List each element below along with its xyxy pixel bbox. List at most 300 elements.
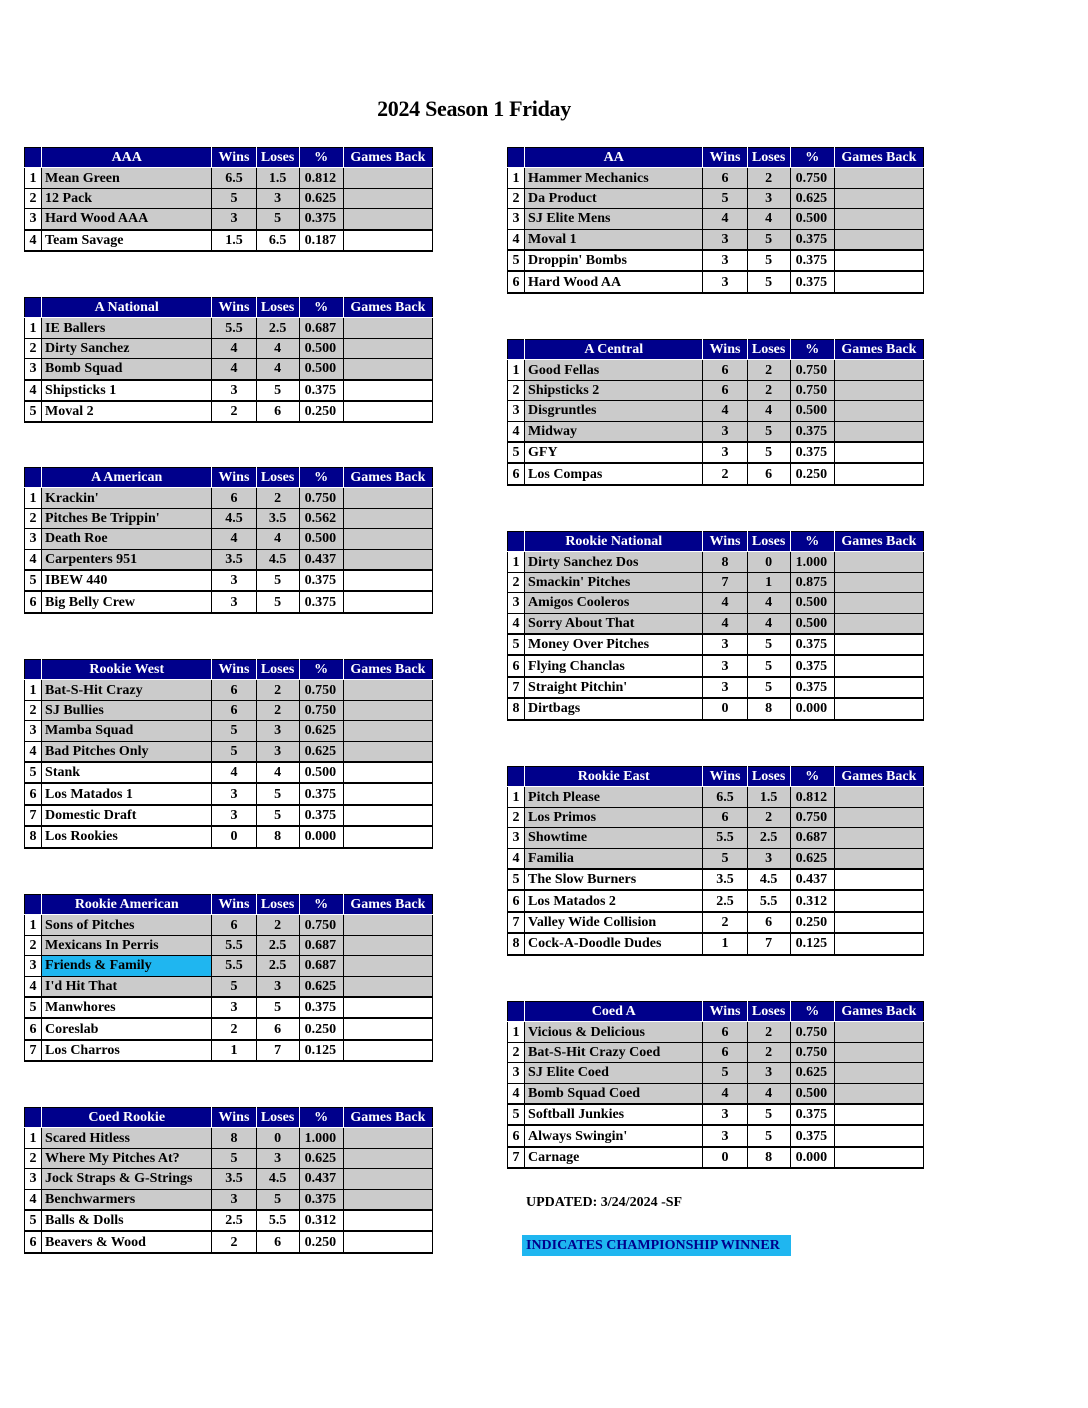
team-row bbox=[25, 826, 433, 847]
team-games-back bbox=[834, 421, 923, 442]
team-row bbox=[508, 1042, 924, 1062]
team-name: SJ Elite Coed bbox=[525, 1063, 703, 1083]
team-row bbox=[25, 956, 433, 976]
team-name: Manwhores bbox=[42, 997, 212, 1018]
team-row bbox=[25, 209, 433, 230]
team-rank: 1 bbox=[508, 360, 525, 380]
team-row bbox=[25, 762, 433, 783]
team-row bbox=[508, 677, 924, 698]
team-wins: 3.5 bbox=[703, 869, 747, 890]
team-loses: 5 bbox=[747, 1125, 790, 1146]
team-pct: 0.187 bbox=[299, 230, 343, 251]
team-pct: 0.500 bbox=[299, 529, 343, 549]
standings-table-coed-rookie bbox=[24, 1107, 433, 1254]
team-pct: 0.625 bbox=[790, 188, 834, 208]
team-wins: 4 bbox=[703, 401, 747, 421]
team-wins: 3 bbox=[703, 655, 747, 676]
loses-header: Loses bbox=[747, 148, 790, 168]
division-name: A Central bbox=[525, 340, 703, 360]
pct-header: % bbox=[299, 468, 343, 488]
rank-header bbox=[25, 895, 42, 915]
team-name: Familia bbox=[525, 848, 703, 869]
team-wins: 3 bbox=[703, 1104, 747, 1125]
team-rank: 5 bbox=[508, 634, 525, 655]
team-games-back bbox=[343, 741, 432, 762]
team-pct: 0.437 bbox=[299, 1169, 343, 1189]
team-row bbox=[25, 976, 433, 997]
team-name: Bomb Squad Coed bbox=[525, 1083, 703, 1104]
rank-header bbox=[508, 1002, 525, 1022]
team-loses: 5.5 bbox=[256, 1210, 299, 1231]
team-row bbox=[508, 698, 924, 719]
team-wins: 6 bbox=[703, 807, 747, 827]
team-wins: 4 bbox=[703, 613, 747, 634]
team-rank: 8 bbox=[25, 826, 42, 847]
team-name: Dirty Sanchez Dos bbox=[525, 552, 703, 572]
team-name: 12 Pack bbox=[42, 188, 212, 208]
team-rank: 8 bbox=[508, 933, 525, 954]
pct-header: % bbox=[299, 660, 343, 680]
team-name: Hard Wood AA bbox=[525, 271, 703, 292]
division-name: Rookie West bbox=[42, 660, 212, 680]
team-row bbox=[508, 463, 924, 484]
team-pct: 0.625 bbox=[299, 721, 343, 741]
team-name: Pitch Please bbox=[525, 787, 703, 807]
team-rank: 4 bbox=[25, 1189, 42, 1210]
team-pct: 0.687 bbox=[299, 318, 343, 338]
team-games-back bbox=[834, 1022, 923, 1042]
team-games-back bbox=[343, 1231, 432, 1252]
team-row bbox=[508, 1125, 924, 1146]
team-loses: 3 bbox=[747, 848, 790, 869]
team-name: Showtime bbox=[525, 828, 703, 848]
team-pct: 0.375 bbox=[790, 1104, 834, 1125]
team-loses: 6.5 bbox=[256, 230, 299, 251]
team-games-back bbox=[834, 209, 923, 229]
team-name: Hard Wood AAA bbox=[42, 209, 212, 230]
team-rank: 7 bbox=[25, 1040, 42, 1061]
team-wins: 3 bbox=[212, 997, 256, 1018]
loses-header: Loses bbox=[256, 895, 299, 915]
team-pct: 0.750 bbox=[790, 360, 834, 380]
team-wins: 6 bbox=[703, 360, 747, 380]
division-name: Rookie American bbox=[42, 895, 212, 915]
team-rank: 1 bbox=[508, 168, 525, 188]
team-pct: 0.687 bbox=[299, 956, 343, 976]
team-row bbox=[25, 401, 433, 422]
team-loses: 5 bbox=[256, 570, 299, 591]
team-loses: 2 bbox=[747, 1022, 790, 1042]
games-back-header: Games Back bbox=[834, 148, 923, 168]
team-loses: 6 bbox=[747, 912, 790, 933]
team-rank: 5 bbox=[25, 997, 42, 1018]
team-wins: 6 bbox=[212, 700, 256, 720]
team-loses: 6 bbox=[747, 463, 790, 484]
team-name: GFY bbox=[525, 442, 703, 463]
team-loses: 3 bbox=[256, 721, 299, 741]
team-pct: 0.500 bbox=[790, 593, 834, 613]
team-wins: 5 bbox=[212, 1148, 256, 1168]
team-loses: 2.5 bbox=[256, 935, 299, 955]
team-row bbox=[25, 1128, 433, 1148]
team-games-back bbox=[343, 401, 432, 422]
team-games-back bbox=[834, 613, 923, 634]
team-games-back bbox=[343, 591, 432, 612]
team-rank: 5 bbox=[25, 1210, 42, 1231]
team-row bbox=[25, 997, 433, 1018]
team-rank: 2 bbox=[508, 807, 525, 827]
team-pct: 0.875 bbox=[790, 572, 834, 592]
team-pct: 0.375 bbox=[299, 997, 343, 1018]
standings-table-aaa bbox=[24, 147, 433, 252]
division-name: Rookie National bbox=[525, 532, 703, 552]
team-loses: 3 bbox=[256, 976, 299, 997]
team-rank: 7 bbox=[25, 805, 42, 826]
team-row bbox=[508, 807, 924, 827]
team-pct: 0.250 bbox=[790, 912, 834, 933]
team-rank: 6 bbox=[508, 655, 525, 676]
team-wins: 5 bbox=[212, 188, 256, 208]
team-wins: 3 bbox=[212, 783, 256, 804]
team-row bbox=[25, 700, 433, 720]
team-games-back bbox=[343, 338, 432, 358]
division-name: A National bbox=[42, 298, 212, 318]
team-games-back bbox=[834, 188, 923, 208]
team-wins: 8 bbox=[212, 1128, 256, 1148]
team-name: Los Charros bbox=[42, 1040, 212, 1061]
team-wins: 0 bbox=[703, 698, 747, 719]
team-games-back bbox=[834, 828, 923, 848]
team-rank: 7 bbox=[508, 1147, 525, 1168]
team-rank: 4 bbox=[508, 848, 525, 869]
wins-header: Wins bbox=[212, 298, 256, 318]
team-row bbox=[508, 168, 924, 188]
team-pct: 0.000 bbox=[790, 1147, 834, 1168]
team-rank: 2 bbox=[25, 935, 42, 955]
team-row bbox=[25, 549, 433, 570]
team-wins: 3 bbox=[212, 380, 256, 401]
team-pct: 0.375 bbox=[299, 783, 343, 804]
loses-header: Loses bbox=[256, 148, 299, 168]
wins-header: Wins bbox=[212, 1108, 256, 1128]
team-loses: 2 bbox=[747, 168, 790, 188]
team-pct: 0.375 bbox=[299, 591, 343, 612]
team-loses: 4 bbox=[747, 401, 790, 421]
team-name: Softball Junkies bbox=[525, 1104, 703, 1125]
team-wins: 3 bbox=[212, 209, 256, 230]
team-rank: 1 bbox=[508, 1022, 525, 1042]
team-loses: 4 bbox=[256, 762, 299, 783]
header-row bbox=[25, 298, 433, 318]
team-wins: 4 bbox=[703, 1083, 747, 1104]
pct-header: % bbox=[299, 1108, 343, 1128]
team-wins: 6 bbox=[212, 488, 256, 508]
team-rank: 4 bbox=[25, 230, 42, 251]
team-wins: 2.5 bbox=[703, 890, 747, 911]
team-wins: 2 bbox=[212, 1231, 256, 1252]
team-name: Sons of Pitches bbox=[42, 915, 212, 935]
team-games-back bbox=[343, 680, 432, 700]
team-loses: 4 bbox=[256, 359, 299, 380]
team-name: Money Over Pitches bbox=[525, 634, 703, 655]
team-loses: 4 bbox=[747, 1083, 790, 1104]
team-wins: 3 bbox=[212, 805, 256, 826]
team-wins: 0 bbox=[212, 826, 256, 847]
team-loses: 5 bbox=[256, 591, 299, 612]
team-loses: 5 bbox=[747, 677, 790, 698]
team-name: Benchwarmers bbox=[42, 1189, 212, 1210]
team-games-back bbox=[343, 1210, 432, 1231]
team-name: Big Belly Crew bbox=[42, 591, 212, 612]
team-row bbox=[508, 593, 924, 613]
team-loses: 7 bbox=[747, 933, 790, 954]
team-pct: 0.437 bbox=[299, 549, 343, 570]
team-row bbox=[25, 529, 433, 549]
team-loses: 2 bbox=[256, 680, 299, 700]
team-rank: 1 bbox=[25, 680, 42, 700]
team-loses: 7 bbox=[256, 1040, 299, 1061]
team-rank: 4 bbox=[508, 613, 525, 634]
team-games-back bbox=[834, 787, 923, 807]
team-row bbox=[508, 209, 924, 229]
team-pct: 0.750 bbox=[299, 915, 343, 935]
team-row bbox=[508, 848, 924, 869]
team-name: IE Ballers bbox=[42, 318, 212, 338]
team-row bbox=[25, 915, 433, 935]
team-pct: 0.500 bbox=[790, 613, 834, 634]
team-name: Straight Pitchin' bbox=[525, 677, 703, 698]
games-back-header: Games Back bbox=[834, 767, 923, 787]
team-games-back bbox=[343, 488, 432, 508]
team-name: Sorry About That bbox=[525, 613, 703, 634]
team-wins: 4 bbox=[703, 593, 747, 613]
team-name: Team Savage bbox=[42, 230, 212, 251]
standings-table-aa bbox=[507, 147, 924, 294]
wins-header: Wins bbox=[703, 1002, 747, 1022]
team-rank: 1 bbox=[25, 318, 42, 338]
team-pct: 0.687 bbox=[299, 935, 343, 955]
team-name: Flying Chanclas bbox=[525, 655, 703, 676]
division-name: Coed A bbox=[525, 1002, 703, 1022]
team-wins: 4 bbox=[212, 338, 256, 358]
champion-team-name: Friends & Family bbox=[42, 956, 212, 976]
standings-table-rookie-national bbox=[507, 531, 924, 721]
team-loses: 4.5 bbox=[256, 549, 299, 570]
team-name: Coreslab bbox=[42, 1018, 212, 1039]
team-games-back bbox=[834, 933, 923, 954]
team-name: Mexicans In Perris bbox=[42, 935, 212, 955]
team-wins: 3 bbox=[703, 442, 747, 463]
team-row bbox=[25, 1210, 433, 1231]
team-wins: 5 bbox=[703, 848, 747, 869]
team-games-back bbox=[343, 1169, 432, 1189]
team-wins: 2 bbox=[212, 401, 256, 422]
team-rank: 3 bbox=[508, 828, 525, 848]
team-row bbox=[25, 783, 433, 804]
team-row bbox=[508, 869, 924, 890]
team-wins: 4.5 bbox=[212, 508, 256, 528]
team-pct: 0.750 bbox=[790, 380, 834, 400]
loses-header: Loses bbox=[747, 767, 790, 787]
header-row bbox=[508, 532, 924, 552]
team-wins: 5 bbox=[212, 721, 256, 741]
division-name: AAA bbox=[42, 148, 212, 168]
team-games-back bbox=[834, 1083, 923, 1104]
team-row bbox=[25, 380, 433, 401]
team-games-back bbox=[834, 593, 923, 613]
team-games-back bbox=[343, 570, 432, 591]
team-loses: 5 bbox=[747, 250, 790, 271]
header-row bbox=[25, 1108, 433, 1128]
team-name: I'd Hit That bbox=[42, 976, 212, 997]
rank-header bbox=[508, 767, 525, 787]
team-row bbox=[508, 421, 924, 442]
team-row bbox=[508, 787, 924, 807]
team-games-back bbox=[343, 529, 432, 549]
team-wins: 4 bbox=[212, 762, 256, 783]
team-wins: 3.5 bbox=[212, 549, 256, 570]
team-wins: 3 bbox=[212, 591, 256, 612]
games-back-header: Games Back bbox=[834, 532, 923, 552]
team-name: Beavers & Wood bbox=[42, 1231, 212, 1252]
games-back-header: Games Back bbox=[343, 298, 432, 318]
team-games-back bbox=[343, 762, 432, 783]
team-wins: 3 bbox=[703, 1125, 747, 1146]
team-rank: 5 bbox=[508, 1104, 525, 1125]
team-loses: 4 bbox=[256, 529, 299, 549]
standings-table-a-central bbox=[507, 339, 924, 486]
pct-header: % bbox=[299, 148, 343, 168]
team-row bbox=[25, 680, 433, 700]
loses-header: Loses bbox=[747, 1002, 790, 1022]
team-games-back bbox=[834, 572, 923, 592]
wins-header: Wins bbox=[703, 340, 747, 360]
wins-header: Wins bbox=[212, 468, 256, 488]
team-rank: 2 bbox=[25, 188, 42, 208]
team-pct: 0.750 bbox=[299, 488, 343, 508]
team-pct: 0.375 bbox=[790, 1125, 834, 1146]
pct-header: % bbox=[790, 1002, 834, 1022]
wins-header: Wins bbox=[703, 532, 747, 552]
team-pct: 0.625 bbox=[790, 1063, 834, 1083]
team-games-back bbox=[834, 168, 923, 188]
team-loses: 5.5 bbox=[747, 890, 790, 911]
team-loses: 2.5 bbox=[256, 956, 299, 976]
team-games-back bbox=[834, 890, 923, 911]
team-name: Krackin' bbox=[42, 488, 212, 508]
team-games-back bbox=[343, 188, 432, 208]
header-row bbox=[508, 1002, 924, 1022]
team-games-back bbox=[343, 168, 432, 188]
header-row bbox=[508, 340, 924, 360]
team-games-back bbox=[343, 956, 432, 976]
team-row bbox=[25, 508, 433, 528]
team-name: Smackin' Pitches bbox=[525, 572, 703, 592]
team-games-back bbox=[343, 935, 432, 955]
team-pct: 0.625 bbox=[299, 741, 343, 762]
team-name: Los Matados 2 bbox=[525, 890, 703, 911]
team-row bbox=[25, 570, 433, 591]
team-pct: 0.250 bbox=[790, 463, 834, 484]
team-name: Los Matados 1 bbox=[42, 783, 212, 804]
team-pct: 0.687 bbox=[790, 828, 834, 848]
team-pct: 0.562 bbox=[299, 508, 343, 528]
team-rank: 6 bbox=[508, 271, 525, 292]
team-pct: 0.375 bbox=[790, 442, 834, 463]
team-games-back bbox=[343, 700, 432, 720]
team-loses: 6 bbox=[256, 401, 299, 422]
team-loses: 1.5 bbox=[256, 168, 299, 188]
team-loses: 5 bbox=[747, 1104, 790, 1125]
team-row bbox=[25, 188, 433, 208]
wins-header: Wins bbox=[212, 895, 256, 915]
team-rank: 3 bbox=[508, 1063, 525, 1083]
team-pct: 0.812 bbox=[790, 787, 834, 807]
team-row bbox=[25, 1189, 433, 1210]
team-row bbox=[508, 1083, 924, 1104]
team-row bbox=[508, 401, 924, 421]
team-games-back bbox=[834, 250, 923, 271]
team-loses: 4.5 bbox=[747, 869, 790, 890]
standings-table-coed-a bbox=[507, 1001, 924, 1169]
team-wins: 6 bbox=[212, 680, 256, 700]
rank-header bbox=[508, 148, 525, 168]
team-name: Scared Hitless bbox=[42, 1128, 212, 1148]
team-wins: 5.5 bbox=[212, 318, 256, 338]
team-wins: 5 bbox=[703, 1063, 747, 1083]
team-rank: 5 bbox=[25, 570, 42, 591]
team-loses: 5 bbox=[747, 655, 790, 676]
team-pct: 0.750 bbox=[790, 807, 834, 827]
team-rank: 3 bbox=[508, 593, 525, 613]
team-name: Death Roe bbox=[42, 529, 212, 549]
team-loses: 5 bbox=[256, 997, 299, 1018]
team-loses: 8 bbox=[256, 826, 299, 847]
team-games-back bbox=[834, 655, 923, 676]
team-pct: 0.500 bbox=[790, 209, 834, 229]
team-loses: 2.5 bbox=[747, 828, 790, 848]
team-games-back bbox=[834, 677, 923, 698]
team-games-back bbox=[834, 912, 923, 933]
team-loses: 4 bbox=[747, 613, 790, 634]
team-rank: 6 bbox=[508, 890, 525, 911]
team-rank: 6 bbox=[25, 591, 42, 612]
division-name: A American bbox=[42, 468, 212, 488]
team-row bbox=[25, 359, 433, 380]
team-wins: 8 bbox=[703, 552, 747, 572]
team-pct: 0.000 bbox=[299, 826, 343, 847]
rank-header bbox=[25, 298, 42, 318]
team-wins: 1 bbox=[703, 933, 747, 954]
team-wins: 1.5 bbox=[212, 230, 256, 251]
team-rank: 4 bbox=[508, 229, 525, 250]
team-row bbox=[25, 1040, 433, 1061]
team-pct: 0.375 bbox=[299, 380, 343, 401]
team-rank: 2 bbox=[25, 338, 42, 358]
team-loses: 5 bbox=[256, 209, 299, 230]
team-name: Balls & Dolls bbox=[42, 1210, 212, 1231]
header-row bbox=[508, 148, 924, 168]
team-wins: 3 bbox=[212, 1189, 256, 1210]
team-loses: 3 bbox=[256, 188, 299, 208]
rank-header bbox=[508, 532, 525, 552]
updated-note: UPDATED: 3/24/2024 -SF bbox=[526, 1195, 683, 1210]
team-pct: 0.500 bbox=[790, 1083, 834, 1104]
standings-table-rookie-east bbox=[507, 766, 924, 956]
standings-table-rookie-american bbox=[24, 894, 433, 1062]
team-games-back bbox=[834, 807, 923, 827]
team-rank: 1 bbox=[25, 488, 42, 508]
